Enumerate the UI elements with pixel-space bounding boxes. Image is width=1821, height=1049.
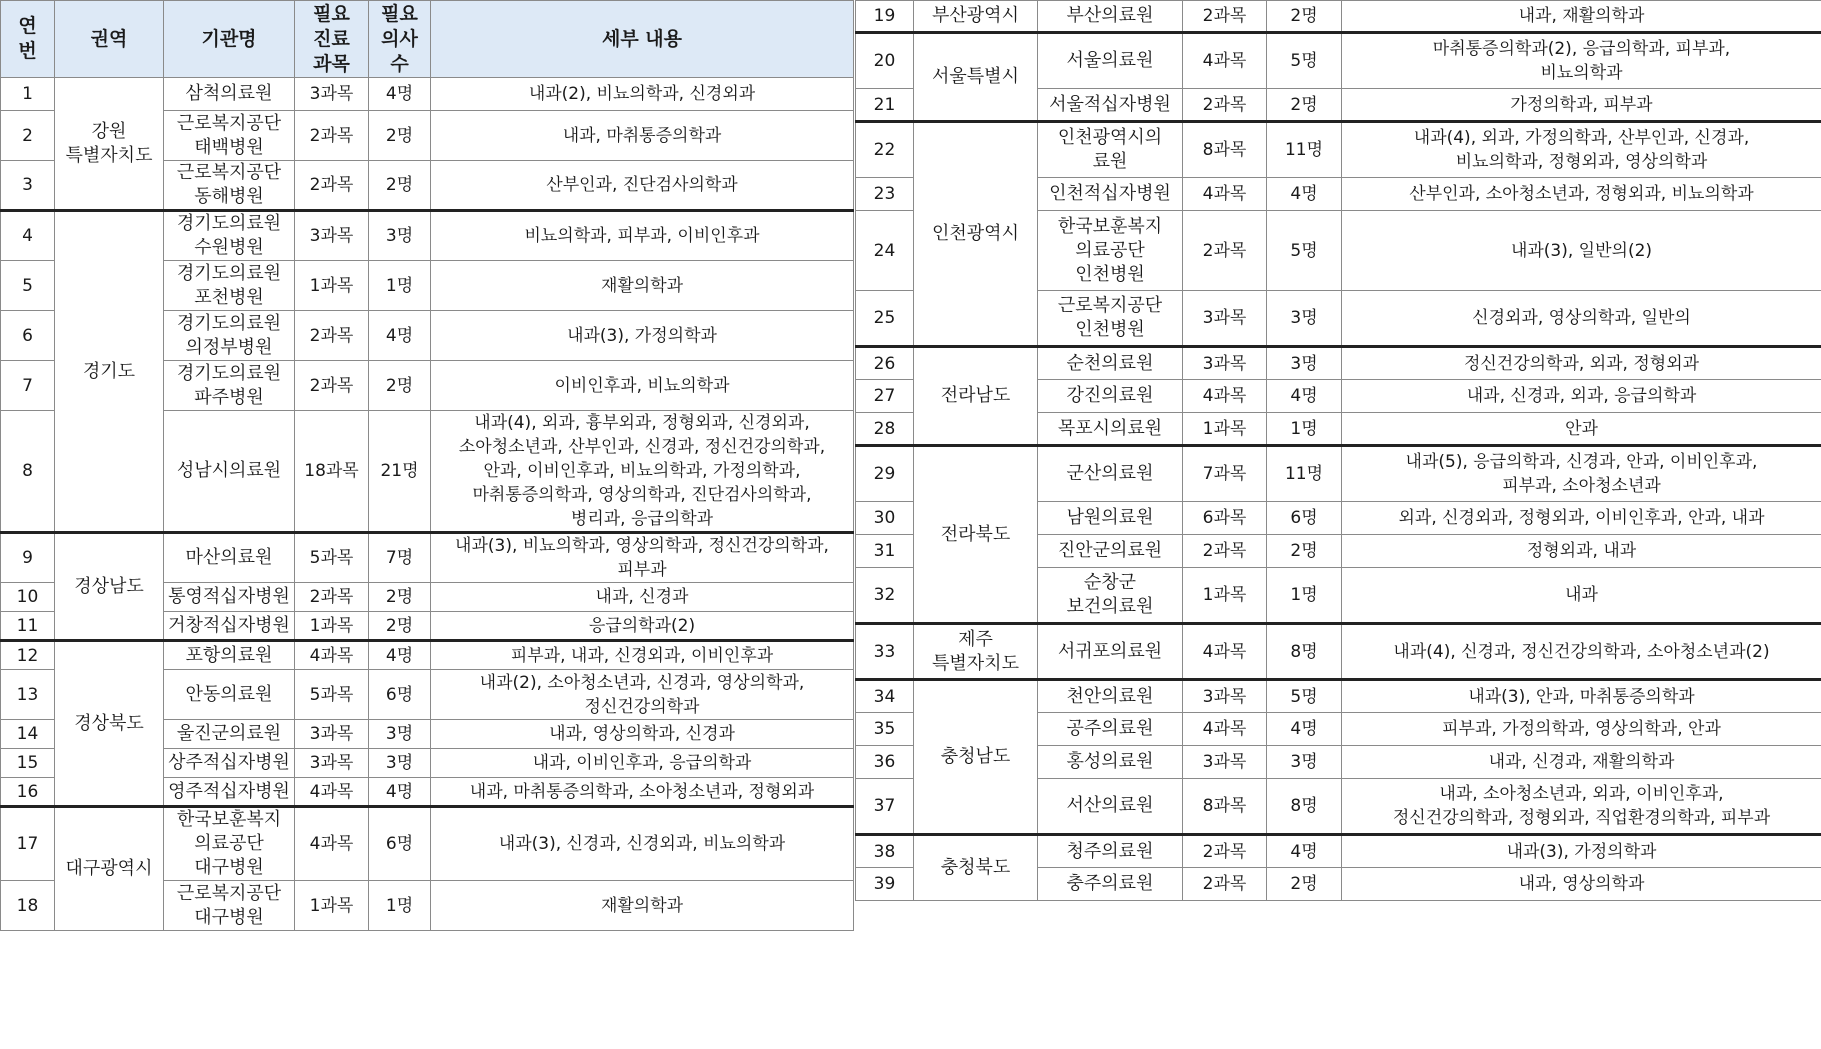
region-cell: 경기도 xyxy=(55,211,164,533)
row-number: 36 xyxy=(856,746,914,779)
required-subjects: 8과목 xyxy=(1183,122,1267,178)
required-subjects: 3과목 xyxy=(1183,746,1267,779)
table-row xyxy=(856,347,1821,380)
institution-name: 삼척의료원 xyxy=(164,78,295,111)
detail-content: 재활의학과 xyxy=(431,881,854,931)
institution-name: 근로복지공단 인천병원 xyxy=(1038,291,1183,347)
required-subjects: 7과목 xyxy=(1183,446,1267,502)
region-cell: 경상북도 xyxy=(55,641,164,807)
institution-name: 충주의료원 xyxy=(1038,868,1183,901)
header-doctors: 필요 의사 수 xyxy=(369,1,431,78)
institution-name: 부산의료원 xyxy=(1038,1,1183,33)
detail-content: 외과, 신경외과, 정형외과, 이비인후과, 안과, 내과 xyxy=(1342,502,1821,535)
row-number: 5 xyxy=(1,261,55,311)
row-number: 16 xyxy=(1,778,55,807)
region-cell: 경상남도 xyxy=(55,533,164,641)
institution-name: 남원의료원 xyxy=(1038,502,1183,535)
required-subjects: 5과목 xyxy=(295,670,369,720)
required-doctors: 1명 xyxy=(369,881,431,931)
required-subjects: 2과목 xyxy=(295,311,369,361)
detail-content: 내과(4), 외과, 흉부외과, 정형외과, 신경외과, 소아청소년과, 산부인과, 신경과, 정신건강의학과, 안과, 이비인후과, 비뇨의학과, 가정의학과, 마취통증의학과, 영상의학과, 진단검사의학과, 병리과, 응급의학과 xyxy=(431,411,854,533)
required-subjects: 2과목 xyxy=(295,161,369,211)
required-doctors: 1명 xyxy=(1267,568,1342,624)
required-doctors: 6명 xyxy=(369,807,431,881)
required-subjects: 1과목 xyxy=(295,612,369,641)
detail-content: 내과, 이비인후과, 응급의학과 xyxy=(431,749,854,778)
detail-content: 내과, 신경과, 외과, 응급의학과 xyxy=(1342,380,1821,413)
required-subjects: 8과목 xyxy=(1183,779,1267,835)
required-subjects: 2과목 xyxy=(1183,89,1267,122)
table-row xyxy=(1,533,854,583)
institution-name: 성남시의료원 xyxy=(164,411,295,533)
institution-name: 서귀포의료원 xyxy=(1038,624,1183,680)
required-doctors: 6명 xyxy=(369,670,431,720)
required-doctors: 3명 xyxy=(1267,746,1342,779)
required-subjects: 3과목 xyxy=(1183,680,1267,713)
detail-content: 응급의학과(2) xyxy=(431,612,854,641)
detail-content: 내과(3), 가정의학과 xyxy=(1342,835,1821,868)
header-institution: 기관명 xyxy=(164,1,295,78)
required-subjects: 1과목 xyxy=(1183,568,1267,624)
required-subjects: 4과목 xyxy=(1183,624,1267,680)
detail-content: 비뇨의학과, 피부과, 이비인후과 xyxy=(431,211,854,261)
required-doctors: 2명 xyxy=(1267,1,1342,33)
required-doctors: 5명 xyxy=(1267,33,1342,89)
row-number: 2 xyxy=(1,111,55,161)
institution-name: 군산의료원 xyxy=(1038,446,1183,502)
institution-name: 근로복지공단 대구병원 xyxy=(164,881,295,931)
detail-content: 피부과, 내과, 신경외과, 이비인후과 xyxy=(431,641,854,670)
required-subjects: 4과목 xyxy=(1183,713,1267,746)
institution-name: 마산의료원 xyxy=(164,533,295,583)
institution-name: 천안의료원 xyxy=(1038,680,1183,713)
detail-content: 내과(3), 일반의(2) xyxy=(1342,211,1821,291)
detail-content: 내과(2), 소아청소년과, 신경과, 영상의학과, 정신건강의학과 xyxy=(431,670,854,720)
row-number: 20 xyxy=(856,33,914,89)
required-doctors: 3명 xyxy=(369,211,431,261)
header-detail: 세부 내용 xyxy=(431,1,854,78)
row-number: 27 xyxy=(856,380,914,413)
table-row xyxy=(856,835,1821,868)
row-number: 10 xyxy=(1,583,55,612)
table-row xyxy=(856,446,1821,502)
required-doctors: 4명 xyxy=(1267,178,1342,211)
required-subjects: 3과목 xyxy=(1183,347,1267,380)
required-doctors: 2명 xyxy=(1267,89,1342,122)
right-table xyxy=(855,0,1821,901)
detail-content: 내과, 영상의학과 xyxy=(1342,868,1821,901)
required-doctors: 5명 xyxy=(1267,211,1342,291)
required-doctors: 1명 xyxy=(369,261,431,311)
detail-content: 내과, 영상의학과, 신경과 xyxy=(431,720,854,749)
required-subjects: 5과목 xyxy=(295,533,369,583)
detail-content: 산부인과, 진단검사의학과 xyxy=(431,161,854,211)
required-doctors: 4명 xyxy=(369,778,431,807)
table-row xyxy=(856,1,1821,33)
required-subjects: 2과목 xyxy=(295,583,369,612)
required-doctors: 2명 xyxy=(369,612,431,641)
region-cell: 전라북도 xyxy=(914,446,1038,624)
institution-name: 경기도의료원 파주병원 xyxy=(164,361,295,411)
detail-content: 정형외과, 내과 xyxy=(1342,535,1821,568)
region-cell: 전라남도 xyxy=(914,347,1038,446)
institution-name: 경기도의료원 수원병원 xyxy=(164,211,295,261)
institution-name: 경기도의료원 포천병원 xyxy=(164,261,295,311)
row-number: 7 xyxy=(1,361,55,411)
required-subjects: 4과목 xyxy=(1183,33,1267,89)
detail-content: 내과, 신경과, 재활의학과 xyxy=(1342,746,1821,779)
required-doctors: 21명 xyxy=(369,411,431,533)
row-number: 15 xyxy=(1,749,55,778)
required-subjects: 2과목 xyxy=(295,111,369,161)
left-table xyxy=(0,0,854,931)
row-number: 25 xyxy=(856,291,914,347)
required-doctors: 4명 xyxy=(369,311,431,361)
required-subjects: 1과목 xyxy=(295,881,369,931)
institution-name: 상주적십자병원 xyxy=(164,749,295,778)
required-doctors: 2명 xyxy=(369,361,431,411)
institution-name: 울진군의료원 xyxy=(164,720,295,749)
table-row xyxy=(856,680,1821,713)
institution-name: 안동의료원 xyxy=(164,670,295,720)
detail-content: 내과(4), 신경과, 정신건강의학과, 소아청소년과(2) xyxy=(1342,624,1821,680)
row-number: 3 xyxy=(1,161,55,211)
table-row xyxy=(1,78,854,111)
detail-content: 내과(4), 외과, 가정의학과, 산부인과, 신경과, 비뇨의학과, 정형외과, 영상의학과 xyxy=(1342,122,1821,178)
row-number: 31 xyxy=(856,535,914,568)
table-row xyxy=(856,122,1821,178)
required-subjects: 6과목 xyxy=(1183,502,1267,535)
required-doctors: 2명 xyxy=(369,583,431,612)
header-row xyxy=(1,1,854,78)
row-number: 22 xyxy=(856,122,914,178)
required-doctors: 6명 xyxy=(1267,502,1342,535)
required-subjects: 18과목 xyxy=(295,411,369,533)
institution-name: 한국보훈복지 의료공단 인천병원 xyxy=(1038,211,1183,291)
institution-name: 근로복지공단 태백병원 xyxy=(164,111,295,161)
row-number: 28 xyxy=(856,413,914,446)
row-number: 19 xyxy=(856,1,914,33)
header-no: 연 번 xyxy=(1,1,55,78)
required-subjects: 2과목 xyxy=(295,361,369,411)
row-number: 38 xyxy=(856,835,914,868)
row-number: 30 xyxy=(856,502,914,535)
detail-content: 재활의학과 xyxy=(431,261,854,311)
table-row xyxy=(856,33,1821,89)
detail-content: 내과, 신경과 xyxy=(431,583,854,612)
required-doctors: 11명 xyxy=(1267,122,1342,178)
row-number: 35 xyxy=(856,713,914,746)
institution-name: 진안군의료원 xyxy=(1038,535,1183,568)
required-subjects: 4과목 xyxy=(295,807,369,881)
row-number: 1 xyxy=(1,78,55,111)
required-subjects: 1과목 xyxy=(295,261,369,311)
row-number: 17 xyxy=(1,807,55,881)
required-doctors: 11명 xyxy=(1267,446,1342,502)
row-number: 23 xyxy=(856,178,914,211)
required-subjects: 2과목 xyxy=(1183,1,1267,33)
region-cell: 강원 특별자치도 xyxy=(55,78,164,211)
required-subjects: 2과목 xyxy=(1183,535,1267,568)
detail-content: 피부과, 가정의학과, 영상의학과, 안과 xyxy=(1342,713,1821,746)
required-doctors: 4명 xyxy=(1267,713,1342,746)
row-number: 33 xyxy=(856,624,914,680)
required-doctors: 2명 xyxy=(369,111,431,161)
institution-name: 강진의료원 xyxy=(1038,380,1183,413)
required-subjects: 3과목 xyxy=(295,211,369,261)
detail-content: 정신건강의학과, 외과, 정형외과 xyxy=(1342,347,1821,380)
row-number: 12 xyxy=(1,641,55,670)
required-subjects: 3과목 xyxy=(295,78,369,111)
institution-name: 청주의료원 xyxy=(1038,835,1183,868)
row-number: 8 xyxy=(1,411,55,533)
detail-content: 이비인후과, 비뇨의학과 xyxy=(431,361,854,411)
required-subjects: 3과목 xyxy=(295,749,369,778)
detail-content: 내과, 소아청소년과, 외과, 이비인후과, 정신건강의학과, 정형외과, 직업환경의학과, 피부과 xyxy=(1342,779,1821,835)
detail-content: 내과(5), 응급의학과, 신경과, 안과, 이비인후과, 피부과, 소아청소년과 xyxy=(1342,446,1821,502)
row-number: 13 xyxy=(1,670,55,720)
region-cell: 부산광역시 xyxy=(914,1,1038,33)
institution-name: 인천적십자병원 xyxy=(1038,178,1183,211)
institution-name: 경기도의료원 의정부병원 xyxy=(164,311,295,361)
detail-content: 내과(3), 안과, 마취통증의학과 xyxy=(1342,680,1821,713)
institution-name: 순천의료원 xyxy=(1038,347,1183,380)
required-doctors: 8명 xyxy=(1267,779,1342,835)
required-doctors: 2명 xyxy=(369,161,431,211)
row-number: 4 xyxy=(1,211,55,261)
institution-name: 홍성의료원 xyxy=(1038,746,1183,779)
detail-content: 내과(2), 비뇨의학과, 신경외과 xyxy=(431,78,854,111)
row-number: 26 xyxy=(856,347,914,380)
row-number: 34 xyxy=(856,680,914,713)
row-number: 18 xyxy=(1,881,55,931)
required-subjects: 1과목 xyxy=(1183,413,1267,446)
row-number: 32 xyxy=(856,568,914,624)
detail-content: 내과, 재활의학과 xyxy=(1342,1,1821,33)
row-number: 37 xyxy=(856,779,914,835)
region-cell: 서울특별시 xyxy=(914,33,1038,122)
row-number: 11 xyxy=(1,612,55,641)
row-number: 39 xyxy=(856,868,914,901)
detail-content: 내과, 마취통증의학과 xyxy=(431,111,854,161)
detail-content: 내과, 마취통증의학과, 소아청소년과, 정형외과 xyxy=(431,778,854,807)
region-cell: 충청북도 xyxy=(914,835,1038,901)
required-subjects: 2과목 xyxy=(1183,835,1267,868)
required-doctors: 3명 xyxy=(1267,291,1342,347)
row-number: 9 xyxy=(1,533,55,583)
row-number: 29 xyxy=(856,446,914,502)
institution-name: 영주적십자병원 xyxy=(164,778,295,807)
region-cell: 인천광역시 xyxy=(914,122,1038,347)
detail-content: 산부인과, 소아청소년과, 정형외과, 비뇨의학과 xyxy=(1342,178,1821,211)
detail-content: 마취통증의학과(2), 응급의학과, 피부과, 비뇨의학과 xyxy=(1342,33,1821,89)
region-cell: 충청남도 xyxy=(914,680,1038,835)
detail-content: 내과 xyxy=(1342,568,1821,624)
institution-name: 인천광역시의 료원 xyxy=(1038,122,1183,178)
required-subjects: 3과목 xyxy=(1183,291,1267,347)
required-subjects: 2과목 xyxy=(1183,211,1267,291)
required-doctors: 8명 xyxy=(1267,624,1342,680)
detail-content: 신경외과, 영상의학과, 일반의 xyxy=(1342,291,1821,347)
required-doctors: 4명 xyxy=(1267,835,1342,868)
institution-name: 서산의료원 xyxy=(1038,779,1183,835)
required-doctors: 5명 xyxy=(1267,680,1342,713)
required-doctors: 2명 xyxy=(1267,535,1342,568)
institution-name: 서울적십자병원 xyxy=(1038,89,1183,122)
row-number: 14 xyxy=(1,720,55,749)
institution-name: 통영적십자병원 xyxy=(164,583,295,612)
required-doctors: 3명 xyxy=(369,749,431,778)
institution-name: 순창군 보건의료원 xyxy=(1038,568,1183,624)
table-row xyxy=(1,641,854,670)
required-subjects: 2과목 xyxy=(1183,868,1267,901)
required-doctors: 4명 xyxy=(1267,380,1342,413)
detail-content: 내과(3), 신경과, 신경외과, 비뇨의학과 xyxy=(431,807,854,881)
required-subjects: 4과목 xyxy=(1183,380,1267,413)
institution-name: 거창적십자병원 xyxy=(164,612,295,641)
required-doctors: 1명 xyxy=(1267,413,1342,446)
table-row xyxy=(1,807,854,881)
required-doctors: 4명 xyxy=(369,78,431,111)
table-row xyxy=(1,211,854,261)
detail-content: 내과(3), 가정의학과 xyxy=(431,311,854,361)
institution-name: 서울의료원 xyxy=(1038,33,1183,89)
detail-content: 가정의학과, 피부과 xyxy=(1342,89,1821,122)
institution-name: 한국보훈복지 의료공단 대구병원 xyxy=(164,807,295,881)
required-doctors: 4명 xyxy=(369,641,431,670)
required-doctors: 2명 xyxy=(1267,868,1342,901)
institution-name: 근로복지공단 동해병원 xyxy=(164,161,295,211)
required-subjects: 4과목 xyxy=(295,641,369,670)
row-number: 6 xyxy=(1,311,55,361)
header-subjects: 필요 진료 과목 xyxy=(295,1,369,78)
required-doctors: 7명 xyxy=(369,533,431,583)
institution-name: 포항의료원 xyxy=(164,641,295,670)
region-cell: 제주 특별자치도 xyxy=(914,624,1038,680)
institution-name: 공주의료원 xyxy=(1038,713,1183,746)
required-subjects: 3과목 xyxy=(295,720,369,749)
header-region: 권역 xyxy=(55,1,164,78)
region-cell: 대구광역시 xyxy=(55,807,164,931)
detail-content: 내과(3), 비뇨의학과, 영상의학과, 정신건강의학과, 피부과 xyxy=(431,533,854,583)
detail-content: 안과 xyxy=(1342,413,1821,446)
row-number: 24 xyxy=(856,211,914,291)
table-row xyxy=(856,624,1821,680)
row-number: 21 xyxy=(856,89,914,122)
required-subjects: 4과목 xyxy=(1183,178,1267,211)
required-subjects: 4과목 xyxy=(295,778,369,807)
required-doctors: 3명 xyxy=(369,720,431,749)
institution-name: 목포시의료원 xyxy=(1038,413,1183,446)
required-doctors: 3명 xyxy=(1267,347,1342,380)
